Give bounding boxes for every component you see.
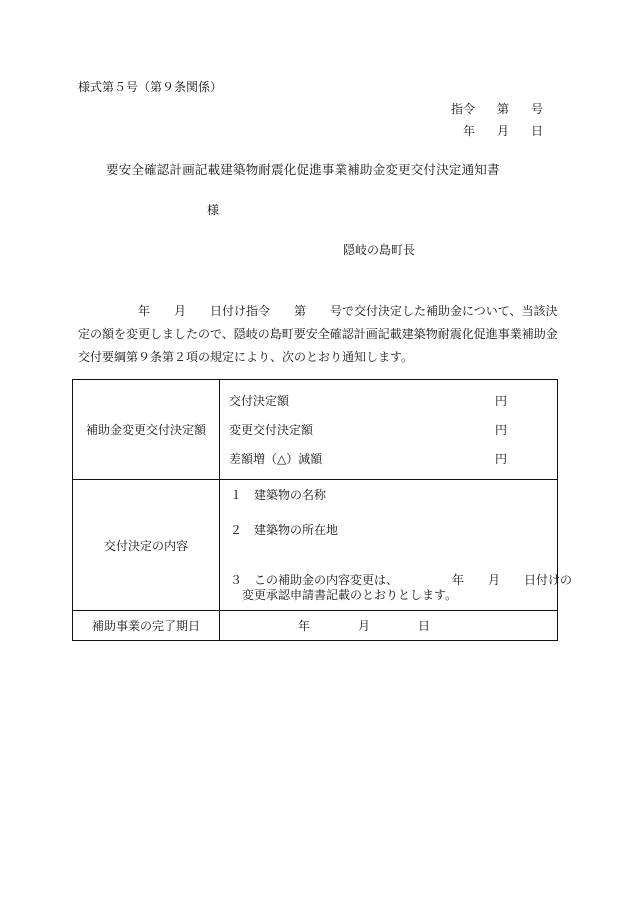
ref-year: 年 xyxy=(463,124,476,138)
amount-cell xyxy=(220,380,558,480)
ref-go: 号 xyxy=(531,102,544,116)
yen-unit: 円 xyxy=(494,423,507,437)
ref-dai: 第 xyxy=(497,102,510,116)
details-table xyxy=(72,379,573,641)
yen-unit: 円 xyxy=(494,394,507,408)
reference-number xyxy=(451,102,543,116)
content-item: 変更承認申請書記載のとおりとします。 xyxy=(230,588,458,602)
completion-label: 補助事業の完了期日 xyxy=(73,611,220,641)
amount-line xyxy=(220,386,557,415)
completion-row xyxy=(73,611,558,641)
body-line: 定の額を変更しましたので、隠岐の島町要安全確認計画記載建築物耐震化促進事業補助金 xyxy=(78,327,558,341)
content-item: ２ 建築物の所在地 xyxy=(230,523,339,537)
ref-shirei: 指令 xyxy=(451,102,476,116)
notice-body xyxy=(78,300,558,369)
sender-name: 隠岐の島町長 xyxy=(343,243,416,257)
completion-cell xyxy=(220,611,558,641)
content-row xyxy=(73,480,558,611)
ref-day: 日 xyxy=(531,124,544,138)
ref-month: 月 xyxy=(497,124,510,138)
form-number: 様式第５号（第９条関係） xyxy=(78,80,223,94)
document-title: 要安全確認計画記載建築物耐震化促進事業補助金変更交付決定通知書 xyxy=(106,162,500,177)
content-label: 交付決定の内容 xyxy=(73,480,220,611)
content-item: ３ この補助金の内容変更は、 年 月 日付けの xyxy=(230,573,573,587)
amount-line-label: 変更交付決定額 xyxy=(229,423,314,437)
content-cell xyxy=(220,480,573,611)
reference-date xyxy=(463,124,543,138)
amount-line-label: 差額増（△）減額 xyxy=(229,452,323,466)
amount-label: 補助金変更交付決定額 xyxy=(73,380,220,480)
body-line: 年 月 日付け指令 第 号で交付決定した補助金について、当該決 xyxy=(78,304,558,318)
addressee: 様 xyxy=(207,203,220,217)
yen-unit: 円 xyxy=(494,452,507,466)
body-line: 交付要綱第９条第２項の規定により、次のとおり通知します。 xyxy=(78,350,414,364)
completion-date: 年 月 日 xyxy=(298,619,431,633)
content-item: １ 建築物の名称 xyxy=(230,488,327,502)
amount-line xyxy=(220,444,557,473)
amount-row xyxy=(73,380,558,480)
amount-line-label: 交付決定額 xyxy=(229,394,290,408)
amount-line xyxy=(220,415,557,444)
